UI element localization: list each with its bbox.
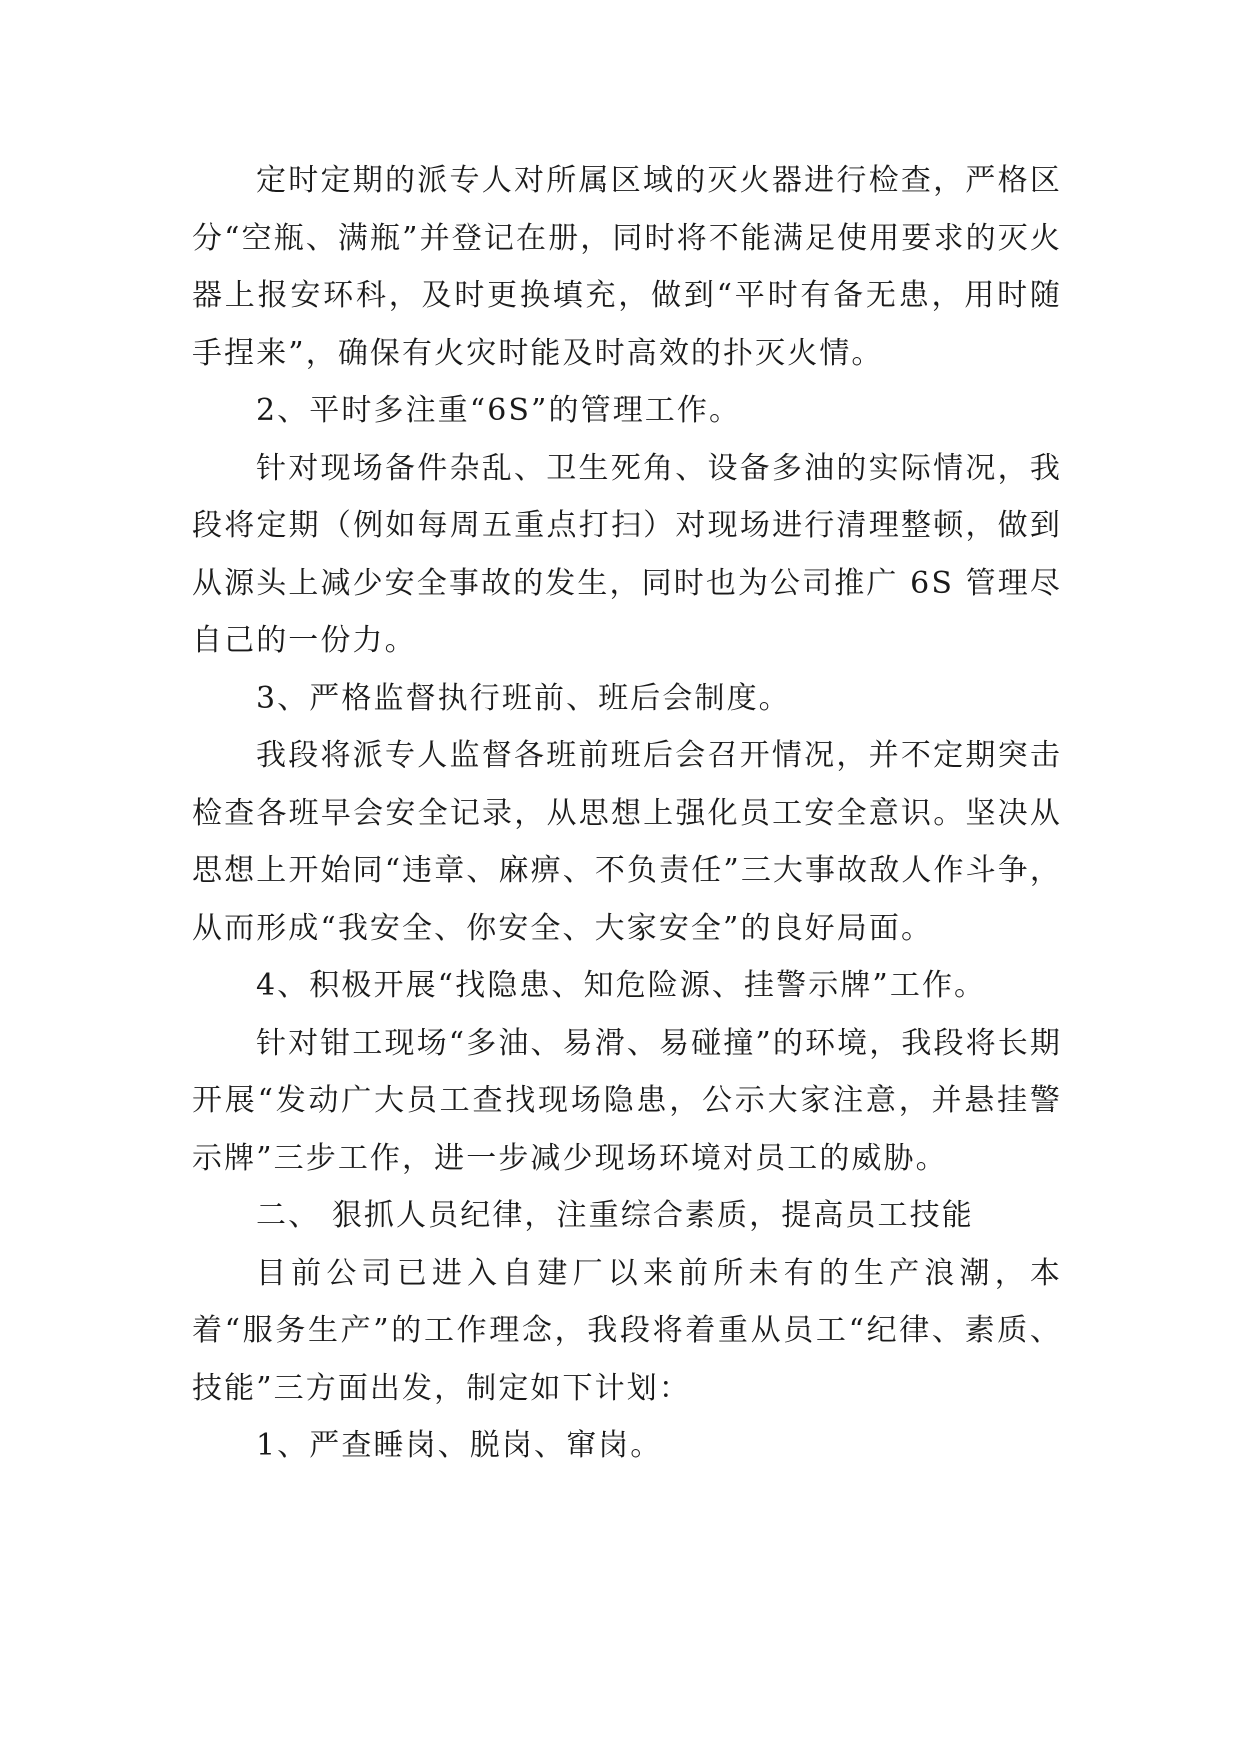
paragraph: 2、平时多注重“6S”的管理工作。 bbox=[256, 393, 742, 428]
paragraph: 针对钳工现场“多油、易滑、易碰撞”的环境，我段将长期开展“发动广大员工查找现场隐患，公示大家注意，并悬挂警示牌”三步工作，进一步减少现场环境对员工的威胁。 bbox=[192, 1025, 1062, 1176]
section-heading: 二、 狠抓人员纪律，注重综合素质，提高员工技能 bbox=[256, 1198, 974, 1233]
paragraph: 1、严查睡岗、脱岗、窜岗。 bbox=[256, 1428, 663, 1463]
paragraph: 定时定期的派专人对所属区域的灭火器进行检查，严格区分“空瓶、满瓶”并登记在册，同时将不能满足使用要求的灭火器上报安环科，及时更换填充，做到“平时有备无患，用时随手捏来”，确保有火灾时能及时高效的扑灭火情。 bbox=[192, 163, 1062, 371]
document-body bbox=[192, 152, 1062, 1475]
paragraph: 目前公司已进入自建厂以来前所未有的生产浪潮，本着“服务生产”的工作理念，我段将着重从员工“纪律、素质、技能”三方面出发，制定如下计划： bbox=[192, 1255, 1062, 1406]
paragraph: 3、严格监督执行班前、班后会制度。 bbox=[256, 680, 791, 716]
paragraph: 4、积极开展“找隐患、知危险源、挂警示牌”工作。 bbox=[256, 968, 987, 1003]
paragraph: 针对现场备件杂乱、卫生死角、设备多油的实际情况，我段将定期（例如每周五重点打扫）对现场进行清理整顿，做到从源头上减少安全事故的发生，同时也为公司推广 6S 管理尽自己的一份力。 bbox=[192, 450, 1062, 658]
paragraph: 我段将派专人监督各班前班后会召开情况，并不定期突击检查各班早会安全记录，从思想上强化员工安全意识。坚决从思想上开始同“违章、麻痹、不负责任”三大事故敌人作斗争，从而形成“我安全、你安全、大家安全”的良好局面。 bbox=[192, 738, 1062, 946]
